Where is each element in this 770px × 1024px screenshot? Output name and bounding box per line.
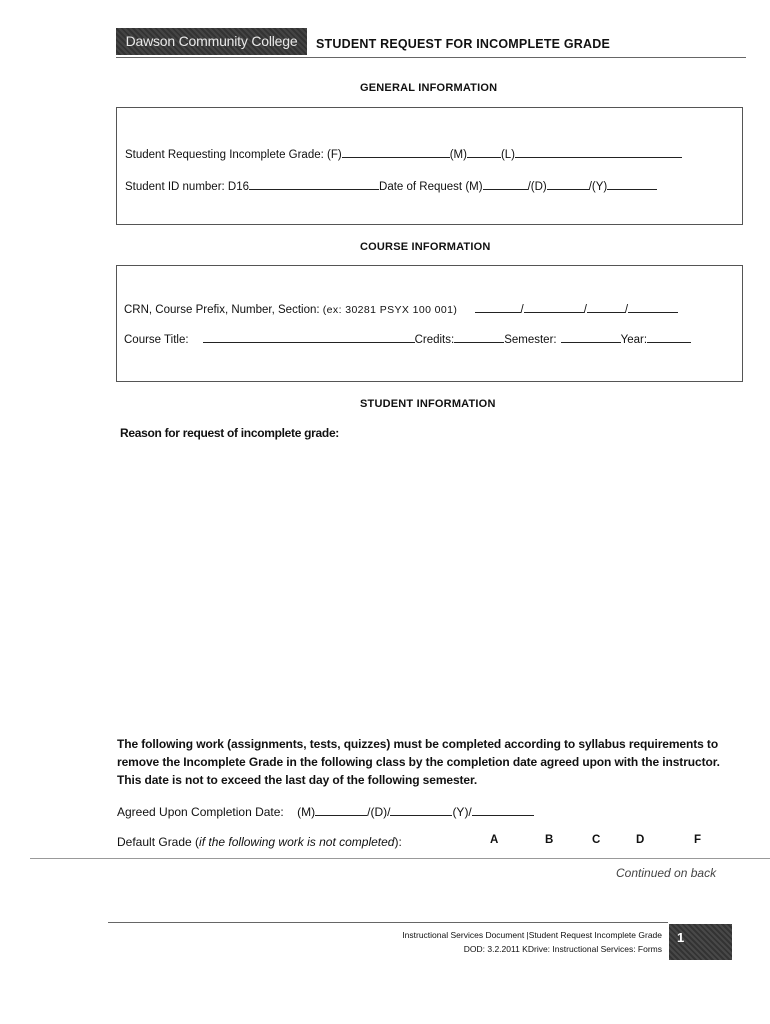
semester-label: Semester: bbox=[504, 334, 557, 346]
footer-rule bbox=[108, 922, 668, 923]
first-name-field[interactable] bbox=[342, 145, 450, 158]
grade-option-d[interactable]: D bbox=[636, 834, 645, 846]
form-title: STUDENT REQUEST FOR INCOMPLETE GRADE bbox=[316, 37, 611, 51]
course-title-row bbox=[124, 330, 691, 346]
section-field[interactable] bbox=[628, 300, 678, 313]
agreed-month-field[interactable] bbox=[315, 803, 367, 816]
student-name-label: Student Requesting Incomplete Grade: (F) bbox=[125, 149, 342, 161]
request-year-field[interactable] bbox=[607, 177, 657, 190]
default-grade-row bbox=[117, 835, 402, 849]
college-logo bbox=[116, 28, 307, 55]
prefix-field[interactable] bbox=[524, 300, 584, 313]
request-year-label: /(Y) bbox=[588, 181, 608, 193]
student-id-field[interactable] bbox=[249, 177, 379, 190]
page-number-box bbox=[669, 924, 732, 960]
footer-line-1: Instructional Services Document |Student Request Incomplete Grade bbox=[402, 930, 662, 940]
number-field[interactable] bbox=[587, 300, 625, 313]
footer-line-2: DOD: 3.2.2011 KDrive: Instructional Services: Forms bbox=[463, 944, 662, 954]
credits-field[interactable] bbox=[454, 330, 504, 343]
agreed-date-label: Agreed Upon Completion Date: bbox=[117, 805, 284, 819]
footer-text bbox=[402, 928, 662, 956]
middle-name-label: (M) bbox=[449, 149, 467, 161]
page-number: 1 bbox=[677, 930, 685, 945]
reason-text-area[interactable] bbox=[117, 448, 737, 718]
last-name-label: (L) bbox=[500, 149, 516, 161]
general-info-heading: GENERAL INFORMATION bbox=[360, 82, 498, 94]
default-grade-label-end: ): bbox=[394, 835, 402, 849]
agreed-day-label: /(D)/ bbox=[367, 805, 391, 819]
reason-label: Reason for request of incomplete grade: bbox=[120, 426, 340, 440]
agreed-year-label: (Y)/ bbox=[452, 805, 472, 819]
request-day-field[interactable] bbox=[547, 177, 589, 190]
default-grade-condition: if the following work is not completed bbox=[199, 835, 395, 849]
grade-option-c[interactable]: C bbox=[592, 834, 601, 846]
request-date-label: Date of Request (M) bbox=[379, 181, 483, 193]
general-info-box bbox=[116, 107, 743, 225]
agreed-year-field[interactable] bbox=[472, 803, 534, 816]
course-info-heading: COURSE INFORMATION bbox=[360, 241, 491, 253]
year-field[interactable] bbox=[647, 330, 691, 343]
course-title-field[interactable] bbox=[203, 330, 415, 343]
crn-label: CRN, Course Prefix, Number, Section: bbox=[124, 304, 320, 316]
student-id-row bbox=[125, 177, 657, 193]
student-name-row bbox=[125, 145, 682, 161]
request-month-field[interactable] bbox=[483, 177, 528, 190]
agreed-date-row bbox=[117, 803, 534, 819]
course-info-box bbox=[116, 265, 743, 382]
year-label: Year: bbox=[620, 334, 648, 346]
middle-name-field[interactable] bbox=[467, 145, 501, 158]
semester-field[interactable] bbox=[561, 330, 621, 343]
agreed-day-field[interactable] bbox=[390, 803, 452, 816]
default-grade-label: Default Grade ( bbox=[117, 835, 200, 849]
grade-option-f[interactable]: F bbox=[694, 834, 702, 846]
logo-text: Dawson Community College bbox=[125, 33, 298, 49]
crn-row: CRN, Course Prefix, Number, Section: (ex: 30281 PSYX 100 001) / / / bbox=[124, 300, 678, 316]
crn-example: (ex: 30281 PSYX 100 001) bbox=[322, 304, 458, 316]
grade-option-a[interactable]: A bbox=[490, 834, 499, 846]
course-title-label: Course Title: bbox=[124, 334, 189, 346]
credits-label: Credits: bbox=[414, 334, 455, 346]
agreed-month-label: (M) bbox=[297, 805, 316, 819]
header-rule bbox=[116, 57, 746, 58]
grade-option-b[interactable]: B bbox=[545, 834, 554, 846]
work-requirements-paragraph: The following work (assignments, tests, quizzes) must be completed according to syllabus requirements to remove the Incomplete Grade in the following class by the completion date agreed upon with the instructor. This date is not to exceed the last day of the following semester. bbox=[117, 737, 720, 787]
last-name-field[interactable] bbox=[515, 145, 682, 158]
separator-line bbox=[30, 858, 770, 859]
continued-note: Continued on back bbox=[616, 866, 717, 880]
request-day-label: /(D) bbox=[527, 181, 547, 193]
crn-field[interactable] bbox=[475, 300, 521, 313]
student-id-label: Student ID number: D16 bbox=[125, 181, 250, 193]
student-info-heading: STUDENT INFORMATION bbox=[360, 398, 496, 410]
